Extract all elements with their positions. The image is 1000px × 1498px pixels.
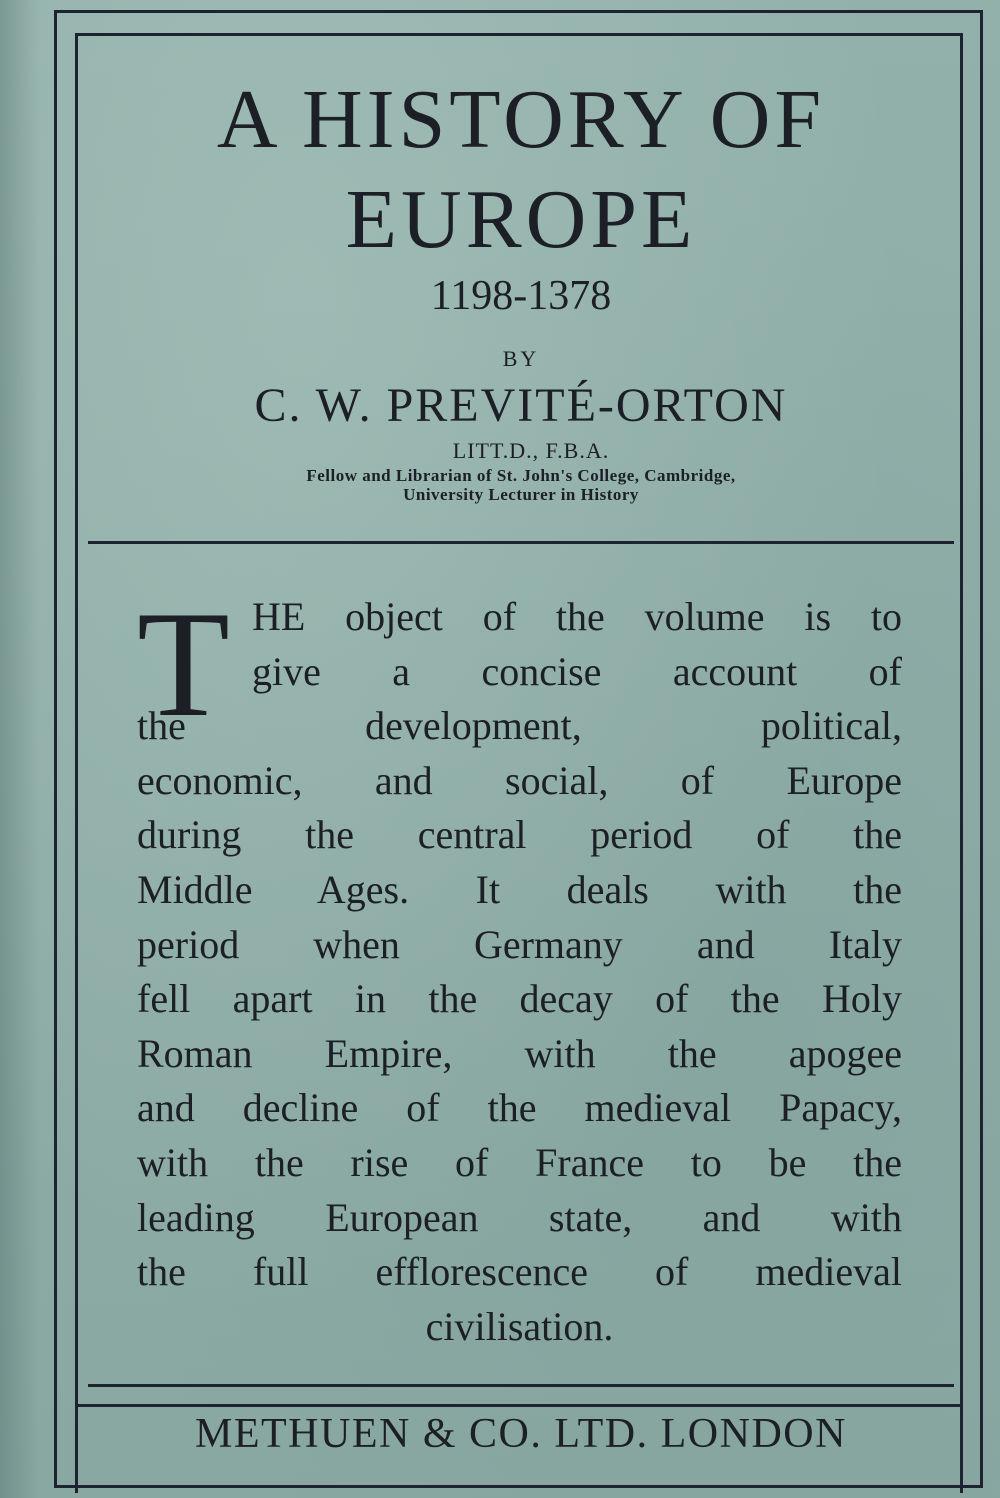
blurb-line: during the central period of the — [137, 812, 902, 858]
blurb-line: with the rise of France to be the — [137, 1139, 902, 1185]
blurb-line: fell apart in the decay of the Holy — [137, 976, 902, 1022]
by-label: BY — [502, 346, 540, 371]
divider-top — [88, 541, 954, 544]
blurb-line: Middle Ages. It deals with the — [137, 866, 902, 912]
blurb-line: economic, and social, of Europe — [137, 757, 902, 803]
blurb-line: leading European state, and with — [137, 1194, 902, 1240]
blurb-line: give a concise account of — [252, 648, 902, 694]
blurb-line: and decline of the medieval Papacy, — [137, 1085, 902, 1131]
blurb-line: HE object of the volume is to — [252, 594, 902, 639]
author-affiliation-1: Fellow and Librarian of St. John's College, Cambridge, — [306, 466, 736, 485]
author-name: C. W. PREVITÉ-ORTON — [254, 379, 788, 432]
blurb-text — [137, 580, 902, 1354]
divider-bottom — [88, 1384, 954, 1387]
publisher-imprint: METHUEN & CO. LTD. LONDON — [195, 1411, 847, 1457]
drop-cap: T — [137, 580, 230, 748]
blurb-line: civilisation. — [425, 1303, 614, 1349]
blurb-line: the full efflorescence of medieval — [137, 1249, 902, 1295]
divider-bottom-inner — [76, 1404, 962, 1407]
title-line-1: A HISTORY OF — [216, 73, 826, 166]
blurb-line: the development, political, — [137, 703, 902, 749]
author-degrees: LITT.D., F.B.A. — [452, 438, 610, 463]
author-affiliation-2: University Lecturer in History — [403, 485, 639, 504]
title-line-2: EUROPE — [345, 173, 697, 266]
date-range: 1198-1378 — [430, 273, 612, 319]
blurb-line: period when Germany and Italy — [137, 921, 902, 967]
spine-shadow — [0, 0, 40, 1498]
blurb-line: Roman Empire, with the apogee — [137, 1030, 902, 1076]
